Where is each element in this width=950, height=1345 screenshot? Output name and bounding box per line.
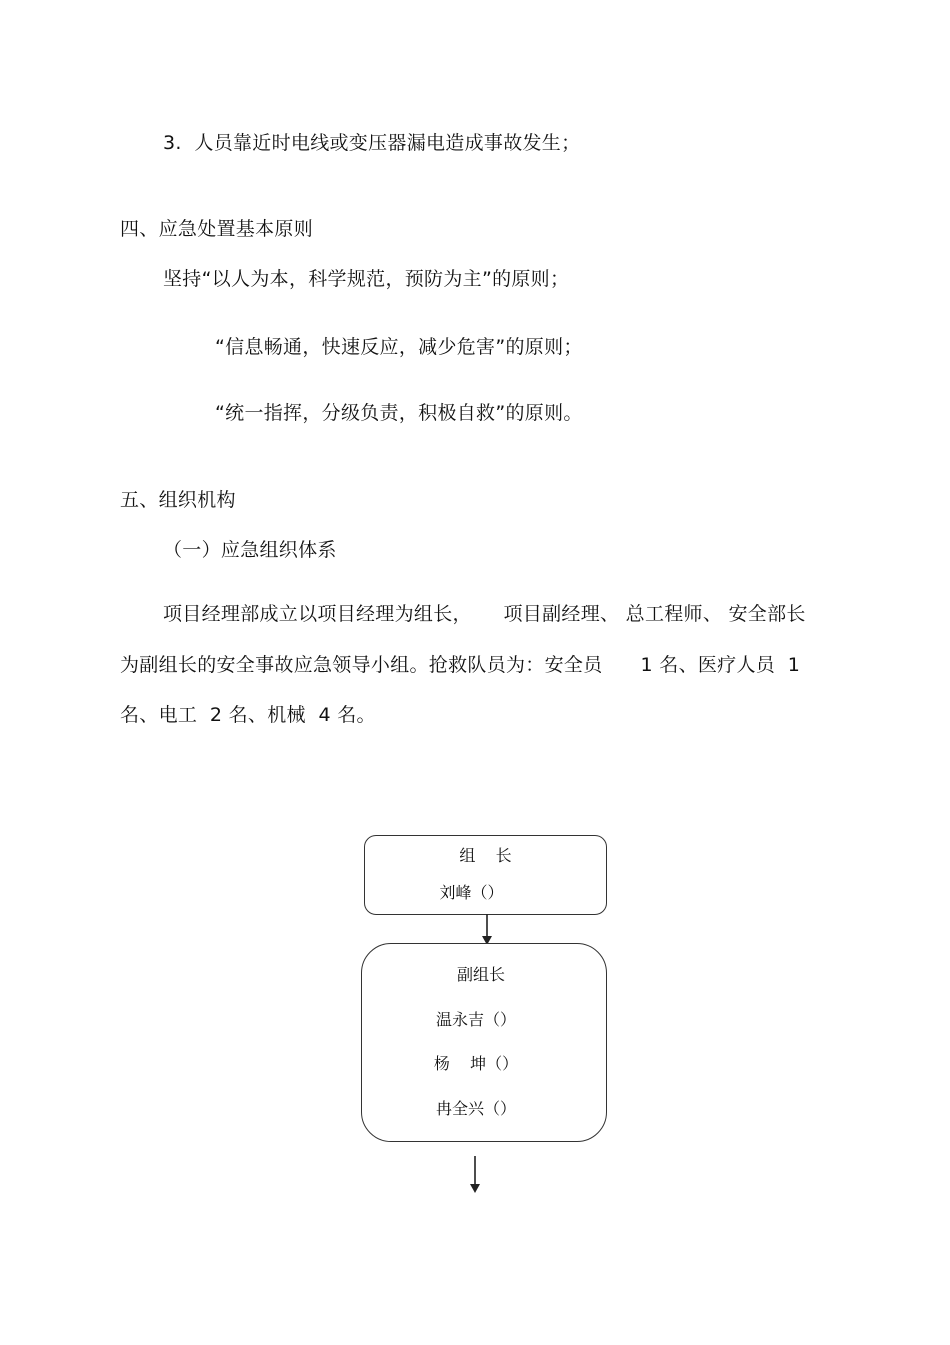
deputies-box xyxy=(361,943,607,1142)
deputy-name-2: 杨 坤（） xyxy=(433,1054,519,1073)
deputy-name-1: 温永吉（） xyxy=(435,1010,516,1029)
arrow-down-icon xyxy=(480,914,494,946)
arrow-down-icon xyxy=(468,1156,482,1194)
section-5-heading: 五、组织机构 xyxy=(120,489,236,511)
leader-box xyxy=(364,835,607,915)
principle-1: 坚持“以人为本，科学规范，预防为主”的原则； xyxy=(163,268,570,290)
section-4-heading: 四、应急处置基本原则 xyxy=(120,218,314,240)
principle-2: “信息畅通，快速反应，减少危害”的原则； xyxy=(215,336,583,358)
section-5-subheading: （一）应急组织体系 xyxy=(163,539,337,561)
paragraph-line-2: 为副组长的安全事故应急领导小组。抢救队员为：安全员 1 名、医疗人员 1 xyxy=(120,654,801,676)
deputy-name-3: 冉全兴（） xyxy=(435,1099,516,1118)
leader-name: 刘峰（） xyxy=(439,883,504,902)
paragraph-line-1: 项目经理部成立以项目经理为组长， 项目副经理、 总工程师、 安全部长 xyxy=(163,603,806,625)
deputies-title: 副组长 xyxy=(456,965,505,984)
list-item-3: 3. 人员靠近时电线或变压器漏电造成事故发生； xyxy=(163,132,581,154)
principle-3: “统一指挥，分级负责，积极自救”的原则。 xyxy=(215,402,583,424)
leader-title: 组 长 xyxy=(459,846,512,865)
paragraph-line-3: 名、电工 2 名、机械 4 名。 xyxy=(120,704,376,726)
